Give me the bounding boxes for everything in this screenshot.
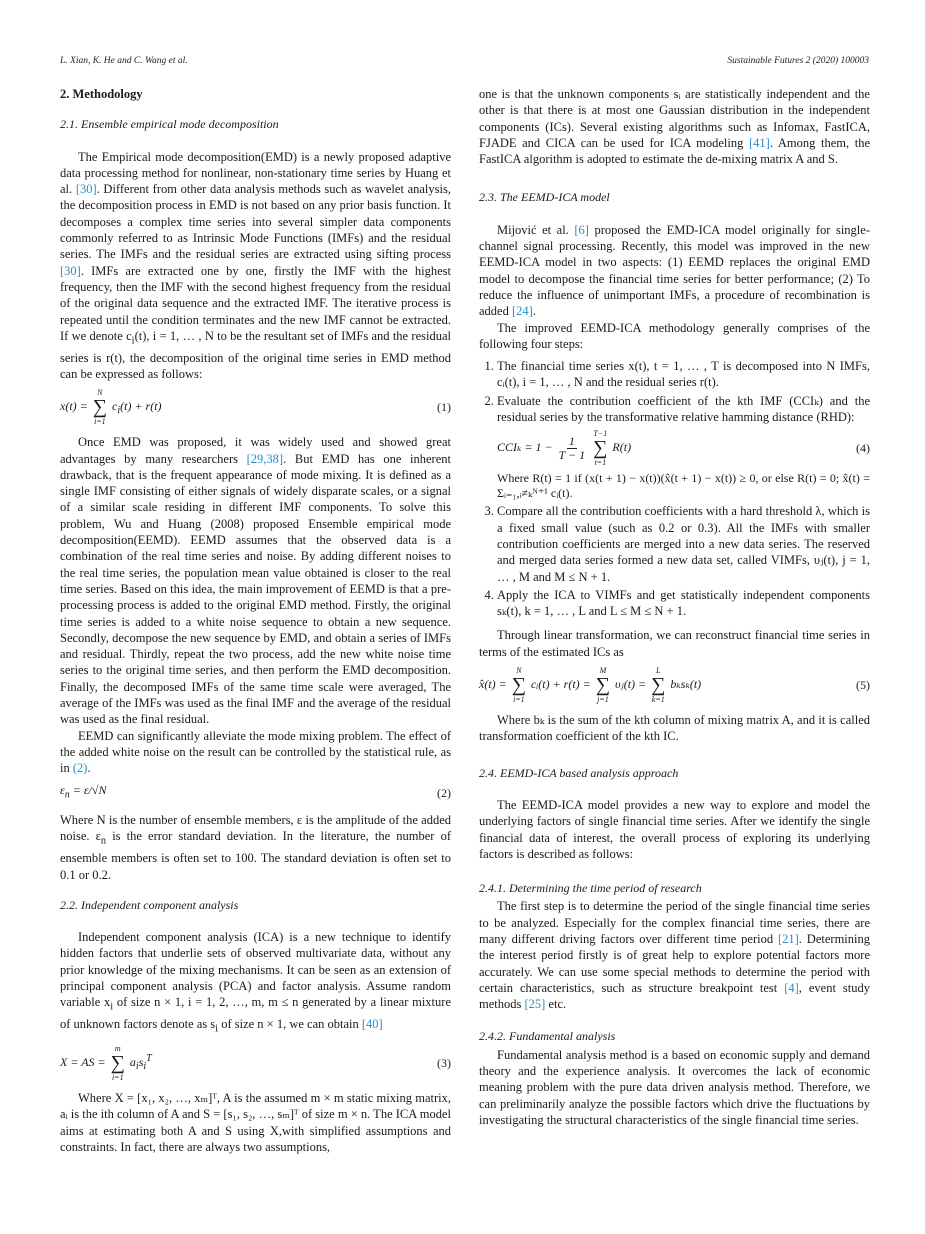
right-column [479,86,870,1128]
list-item: 2. Evaluate the contribution coefficient of the kth IMF (CCIₖ) and the residual series by the transformative relative hamming distance (RHD): CCIₖ = 1 − $\frac{1}{T - 1}$ T−1 ∑ t=1 R(t) (4) Where R(t) = 1 if (x(t + 1) − x(t))(x̂(t + 1) − x(t)) ≥ 0, or else R(t) = 0; x̂(t) = Σᵢ₌₁,ᵢ≠ₖᴺ⁺¹ cᵢ(t). [497,393,870,502]
paragraph-ica-continued: one is that the unknown components sᵢ are statistically independent and the other is that there is at most one Gaussian distribution in the independent components (ICs). Several existing algorithms such as Infomax, FastICA, FJADE and CICA can be used for ICA modeling [41]. Among them, the FastICA algorithm is adopted to estimate the de-mixing matrix A and S. [479,87,870,167]
citation-link[interactable]: [30] [60,263,81,278]
running-header-authors: L. Xian, K. He and C. Wang et al. [60,56,188,66]
subsubsection-title-2-4-2: 2.4.2. Fundamental analysis [479,1029,616,1044]
paragraph-reconstruct: Through linear transformation, we can reconstruct financial time series in terms of the estimated ICs as [479,628,870,659]
citation-link[interactable]: [30] [75,182,97,197]
equation-number: (5) [856,677,870,692]
paragraph-emd-intro: The Empirical mode decomposition(EMD) is a newly proposed adaptive data processing method for nonlinear, non-stationary time series by Huang et al. [30]. Different from other data analysis methods such as wavelet analysis, the decomposition process in EMD is not based on any prior basis function. It decomposes a complex time series into several simpler data components commonly referred to as Intrinsic Mode Functions (IMFs) and the residual series. The IMFs and the residual series are extracted using sifting process [30]. IMFs are extracted one by one, firstly the IMF with the highest frequency, then the IMF with the second highest frequency from the residual of the original data sequence and the extracted IMF. The iterative process is repeated until the condition terminates and the new IMF cannot be extracted. If we denote $c_i(t)$, i = 1, … , N to be the resultant set of IMFs and the residual series is r(t), the decomposition of the original time series in EMD method can be expressed as follows: [60,149,451,381]
left-column [60,86,451,1155]
paragraph-time-period: The first step is to determine the period of the single financial time series to be analyzed. Especially for the complex financial time series, there are many different driving factors over different time period [21]. Determining the interest period firstly is of great help to explore potential factors more accurately. We can use some special methods to determine the period with certain characteristics, such as structure breakpoint test [4], event study methods [25] etc. [479,899,870,1012]
subsection-title-2-4: 2.4. EEMD-ICA based analysis approach [479,765,679,780]
steps-list [479,358,870,619]
paragraph-fundamental: Fundamental analysis method is a based on economic supply and demand theory and the experience analysis. It overcomes the lack of economic meaning problem with the pure data driven analysis method. Therefore, we can preliminarily analyze the possible factors which drive the fluctuations by investigating the structural characteristics of the single financial time series. [479,1047,870,1127]
list-item: 4. Apply the ICA to VIMFs and get statistically independent components sₖ(t), k = 1, … , L and L ≤ M ≤ N + 1. [497,587,870,620]
equation-number: (3) [437,1055,451,1070]
equation-1: x(t) = N ∑ i=1 $c_i(t) + r(t)$ (1) [60,388,451,427]
eq4-where: Where R(t) = 1 if (x(t + 1) − x(t))(x̂(t + 1) − x(t)) ≥ 0, or else R(t) = 0; x̂(t) = Σᵢ₌₁,ᵢ≠ₖᴺ⁺¹ cᵢ(t). [497,471,870,501]
paragraph-eemd: Once EMD was proposed, it was widely used and showed great advantages by many researchers [29,38]. But EMD has one inherent drawback, that is the frequent appearance of mode mixing. It is defined as a single IMF consisting of either signals of widely disparate scales, or a signal of a similar scale residing in different IMF components. To solve this problem, Wu and Huang (2008) proposed Ensemble empirical mode decomposition(EEMD). EEMD assumes that the observed data is a combination of the real time series and noise. By adding different noises to the real time series, the population mean value obtained is closer to the real time series. Based on this idea, the main improvement of EEMD is that a pre-processing process is added to the original EMD method. Firstly, the original time series is added to a white noise sequence to obtain a new sequence. Secondly, decompose the new sequence by EMD, and obtain a series of IMFs and residual. Thirdly, repeat the two process, add the new white noise time series to the original time series, and then perform the EMD decomposition. Finally, the decomposed IMFs of the same time scale were averaged, The average of the IMFs was used as the final IMF and the average of the residual was used as the final residual. [60,435,451,727]
paragraph-approach: The EEMD-ICA model provides a new way to explore and model the underlying factors of single financial time series. After we identify the single financial data of interest, the overall process of exploring its underlying factors is described as follows: [479,797,870,861]
citation-link[interactable]: [24] [511,304,533,319]
citation-link[interactable]: [41] [748,135,770,150]
equation-number: (1) [437,400,451,415]
subsubsection-title-2-4-1: 2.4.1. Determining the time period of research [479,881,702,896]
equation-4: CCIₖ = 1 − $\frac{1}{T - 1}$ T−1 ∑ t=1 R(t) (4) [497,429,870,468]
equation-number: (2) [437,786,451,801]
equation-link[interactable]: (2) [72,761,88,776]
paragraph-eq2-where: Where N is the number of ensemble members, ε is the amplitude of the added noise. $\varepsilon_n$ is the error standard deviation. In the literature, the number of ensemble members is often set to 100. The standard deviation is often set to 0.1 or 0.2. [60,813,451,882]
equation-2: $\varepsilon_n = \varepsilon/√N$ (2) [60,783,451,801]
citation-link[interactable]: [29,38] [246,451,284,466]
paragraph-eemd-ica-model: Mijović et al. [6] proposed the EMD-ICA model originally for single-channel signal processing. Recently, this model was improved in the new EEMD-ICA model in two aspects: (1) EEMD replaces the original EMD model to decompose the financial time series for better performance; (2) To reduce the influence of unimportant IMFs, a procedure of recombination is added [24]. [479,222,870,319]
paragraph-mode-mixing: EEMD can significantly alleviate the mode mixing problem. The effect of the added white noise on the result can be controlled by the statistical rule, as in (2). [60,728,451,776]
section-title: 2. Methodology [60,87,143,101]
citation-link[interactable]: [4] [784,980,799,995]
citation-link[interactable]: [40] [361,1017,383,1032]
equation-3: X = AS = m ∑ i=1 $a_is_i^T$ (3) [60,1043,451,1082]
paragraph-steps-intro: The improved EEMD-ICA methodology generally comprises of the following four steps: [479,320,870,351]
list-item: 3. Compare all the contribution coefficients with a hard threshold λ, which is a fixed small value (such as 0.2 or 0.3). All the IMFs with smaller contribution coefficients are merged into a new data series. The reserved and merged data series formed a new data set, called VIMFs, υⱼ(t), j = 1, … , M and M ≤ N + 1. [497,503,870,584]
subsection-title-2-3: 2.3. The EEMD-ICA model [479,190,610,205]
list-item: 1. The financial time series x(t), t = 1, … , T is decomposed into N IMFs, cᵢ(t), i = 1, … , N and the residual series r(t). [497,358,870,391]
citation-link[interactable]: [6] [574,222,589,237]
citation-link[interactable]: [25] [524,997,546,1012]
subsection-title-2-2: 2.2. Independent component analysis [60,897,239,912]
equation-5: x̂(t) = N ∑ i=1 cᵢ(t) + r(t) = M ∑ j=1 υⱼ(t) = L ∑ k=1 bₖsₖ(t) (5) [479,666,870,705]
paragraph-ica-where: Where X = [x₁, x₂, …, xₘ]ᵀ, A is the assumed m × m static mixing matrix, aᵢ is the ith column of A and S = [s₁, s₂, …, sₘ]ᵀ of size m × n. The ICA model aims at estimating both A and S using X,with simplified assumptions and constraints. In fact, there are always two assumptions, [60,1090,451,1154]
equation-number: (4) [856,441,870,456]
paragraph-eq5-where: Where bₖ is the sum of the kth column of mixing matrix A, and it is called transformation coefficient of the kth IC. [479,713,870,744]
paragraph-ica: Independent component analysis (ICA) is a new technique to identify hidden factors that underlie sets of observed multivariate data, without any prior knowledge of the mixing mechanisms. It can be seen as an extension of principal component analysis (PCA) and factor analysis. Assume random variable $x_i$ of size n × 1, i = 1, 2, …, m, m ≤ n generated by a linear mixture of unknown factors denote as $s_i$ of size n × 1, we can obtain [40] [60,930,451,1035]
running-header-journal: Sustainable Futures 2 (2020) 100003 [727,56,869,66]
citation-link[interactable]: [21] [777,931,799,946]
subsection-title-2-1: 2.1. Ensemble empirical mode decomposition [60,117,279,132]
